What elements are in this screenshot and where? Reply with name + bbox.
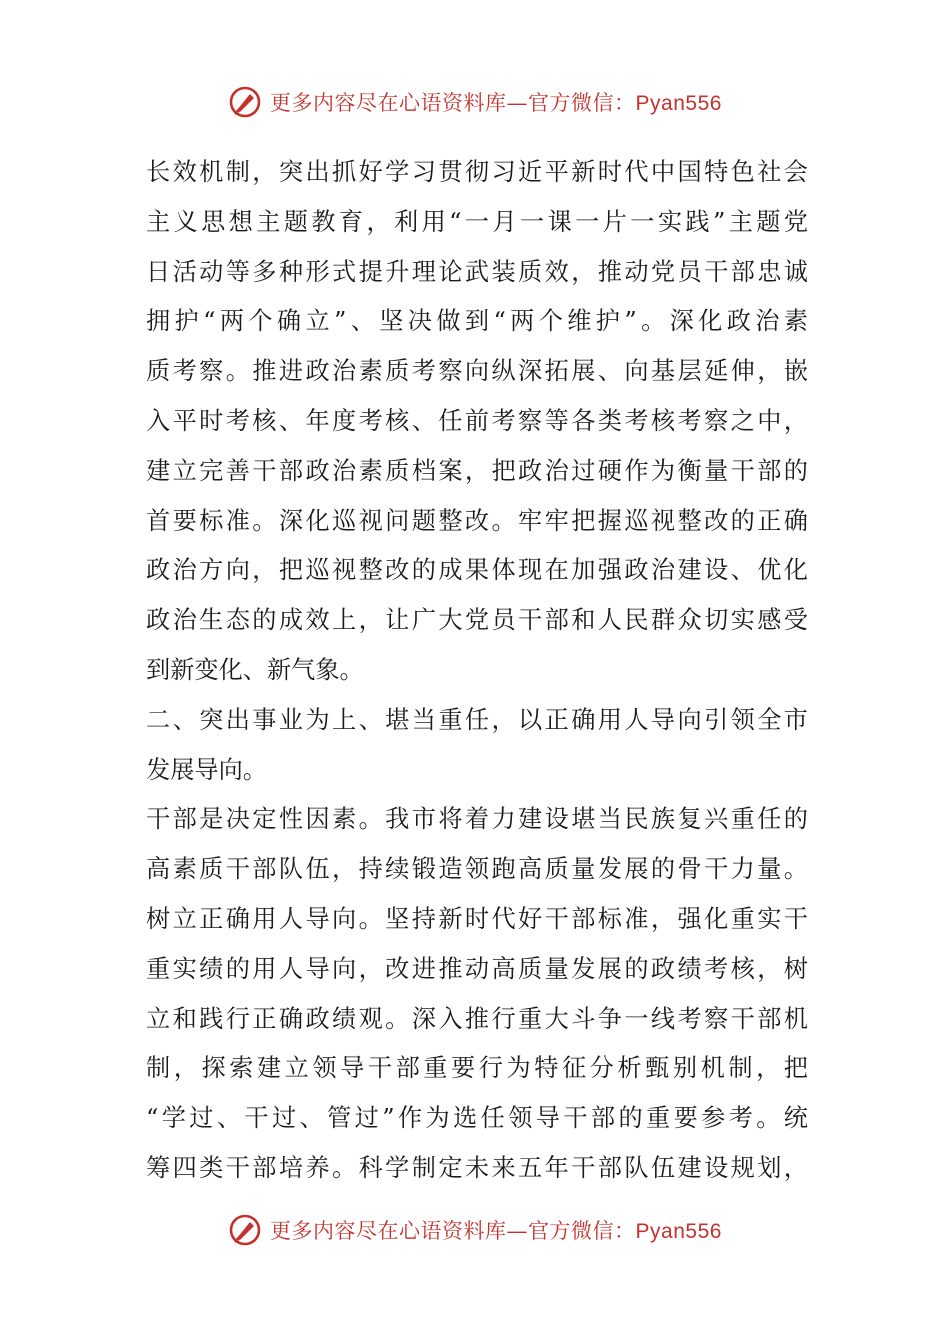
text-line: 到新变化、新气象。 xyxy=(146,655,364,684)
text-line: 政治生态的成效上，让广大党员干部和人民群众切实感受 xyxy=(146,606,808,635)
header-banner-text: 更多内容尽在心语资料库—官方微信：Pyan556 xyxy=(270,91,722,115)
footer-banner-text: 更多内容尽在心语资料库—官方微信：Pyan556 xyxy=(270,1219,722,1243)
document-body xyxy=(146,148,808,1194)
pen-nib-circle-logo-icon xyxy=(228,85,262,119)
text-line: “学过、干过、管过”作为选任领导干部的重要参考。统 xyxy=(146,1104,808,1133)
footer-contact: Pyan556 xyxy=(635,1220,722,1243)
text-line: 建立完善干部政治素质档案，把政治过硬作为衡量干部的 xyxy=(146,456,808,485)
text-line: 质考察。推进政治素质考察向纵深拓展、向基层延伸，嵌 xyxy=(146,357,808,386)
text-line: 拥护“两个确立”、坚决做到“两个维护”。深化政治素 xyxy=(146,307,808,336)
text-line: 日活动等多种形式提升理论武装质效，推动党员干部忠诚 xyxy=(146,257,808,286)
text-line: 重实绩的用人导向，改进推动高质量发展的政绩考核，树 xyxy=(146,954,808,983)
text-line: 高素质干部队伍，持续锻造领跑高质量发展的骨干力量。 xyxy=(146,855,808,884)
text-line: 立和践行正确政绩观。深入推行重大斗争一线考察干部机 xyxy=(146,1004,808,1033)
text-line: 树立正确用人导向。坚持新时代好干部标准，强化重实干 xyxy=(146,904,808,933)
text-line: 政治方向，把巡视整改的成果体现在加强政治建设、优化 xyxy=(146,556,808,585)
pen-nib-circle-logo-icon xyxy=(228,1213,262,1247)
text-line: 二、突出事业为上、堪当重任，以正确用人导向引领全市 xyxy=(146,705,808,734)
text-line: 制，探索建立领导干部重要行为特征分析甄别机制，把 xyxy=(146,1054,808,1083)
text-line: 首要标准。深化巡视问题整改。牢牢把握巡视整改的正确 xyxy=(146,506,808,535)
text-line: 长效机制，突出抓好学习贯彻习近平新时代中国特色社会 xyxy=(146,158,808,186)
text-line: 发展导向。 xyxy=(146,755,267,784)
header-banner xyxy=(0,82,950,122)
header-contact: Pyan556 xyxy=(635,92,722,115)
text-line: 主义思想主题教育，利用“一月一课一片一实践”主题党 xyxy=(146,207,808,236)
text-line: 干部是决定性因素。我市将着力建设堪当民族复兴重任的 xyxy=(146,805,808,834)
footer-banner xyxy=(0,1210,950,1250)
text-line: 筹四类干部培养。科学制定未来五年干部队伍建设规划， xyxy=(146,1153,808,1182)
text-line: 入平时考核、年度考核、任前考察等各类考核考察之中， xyxy=(146,406,808,435)
